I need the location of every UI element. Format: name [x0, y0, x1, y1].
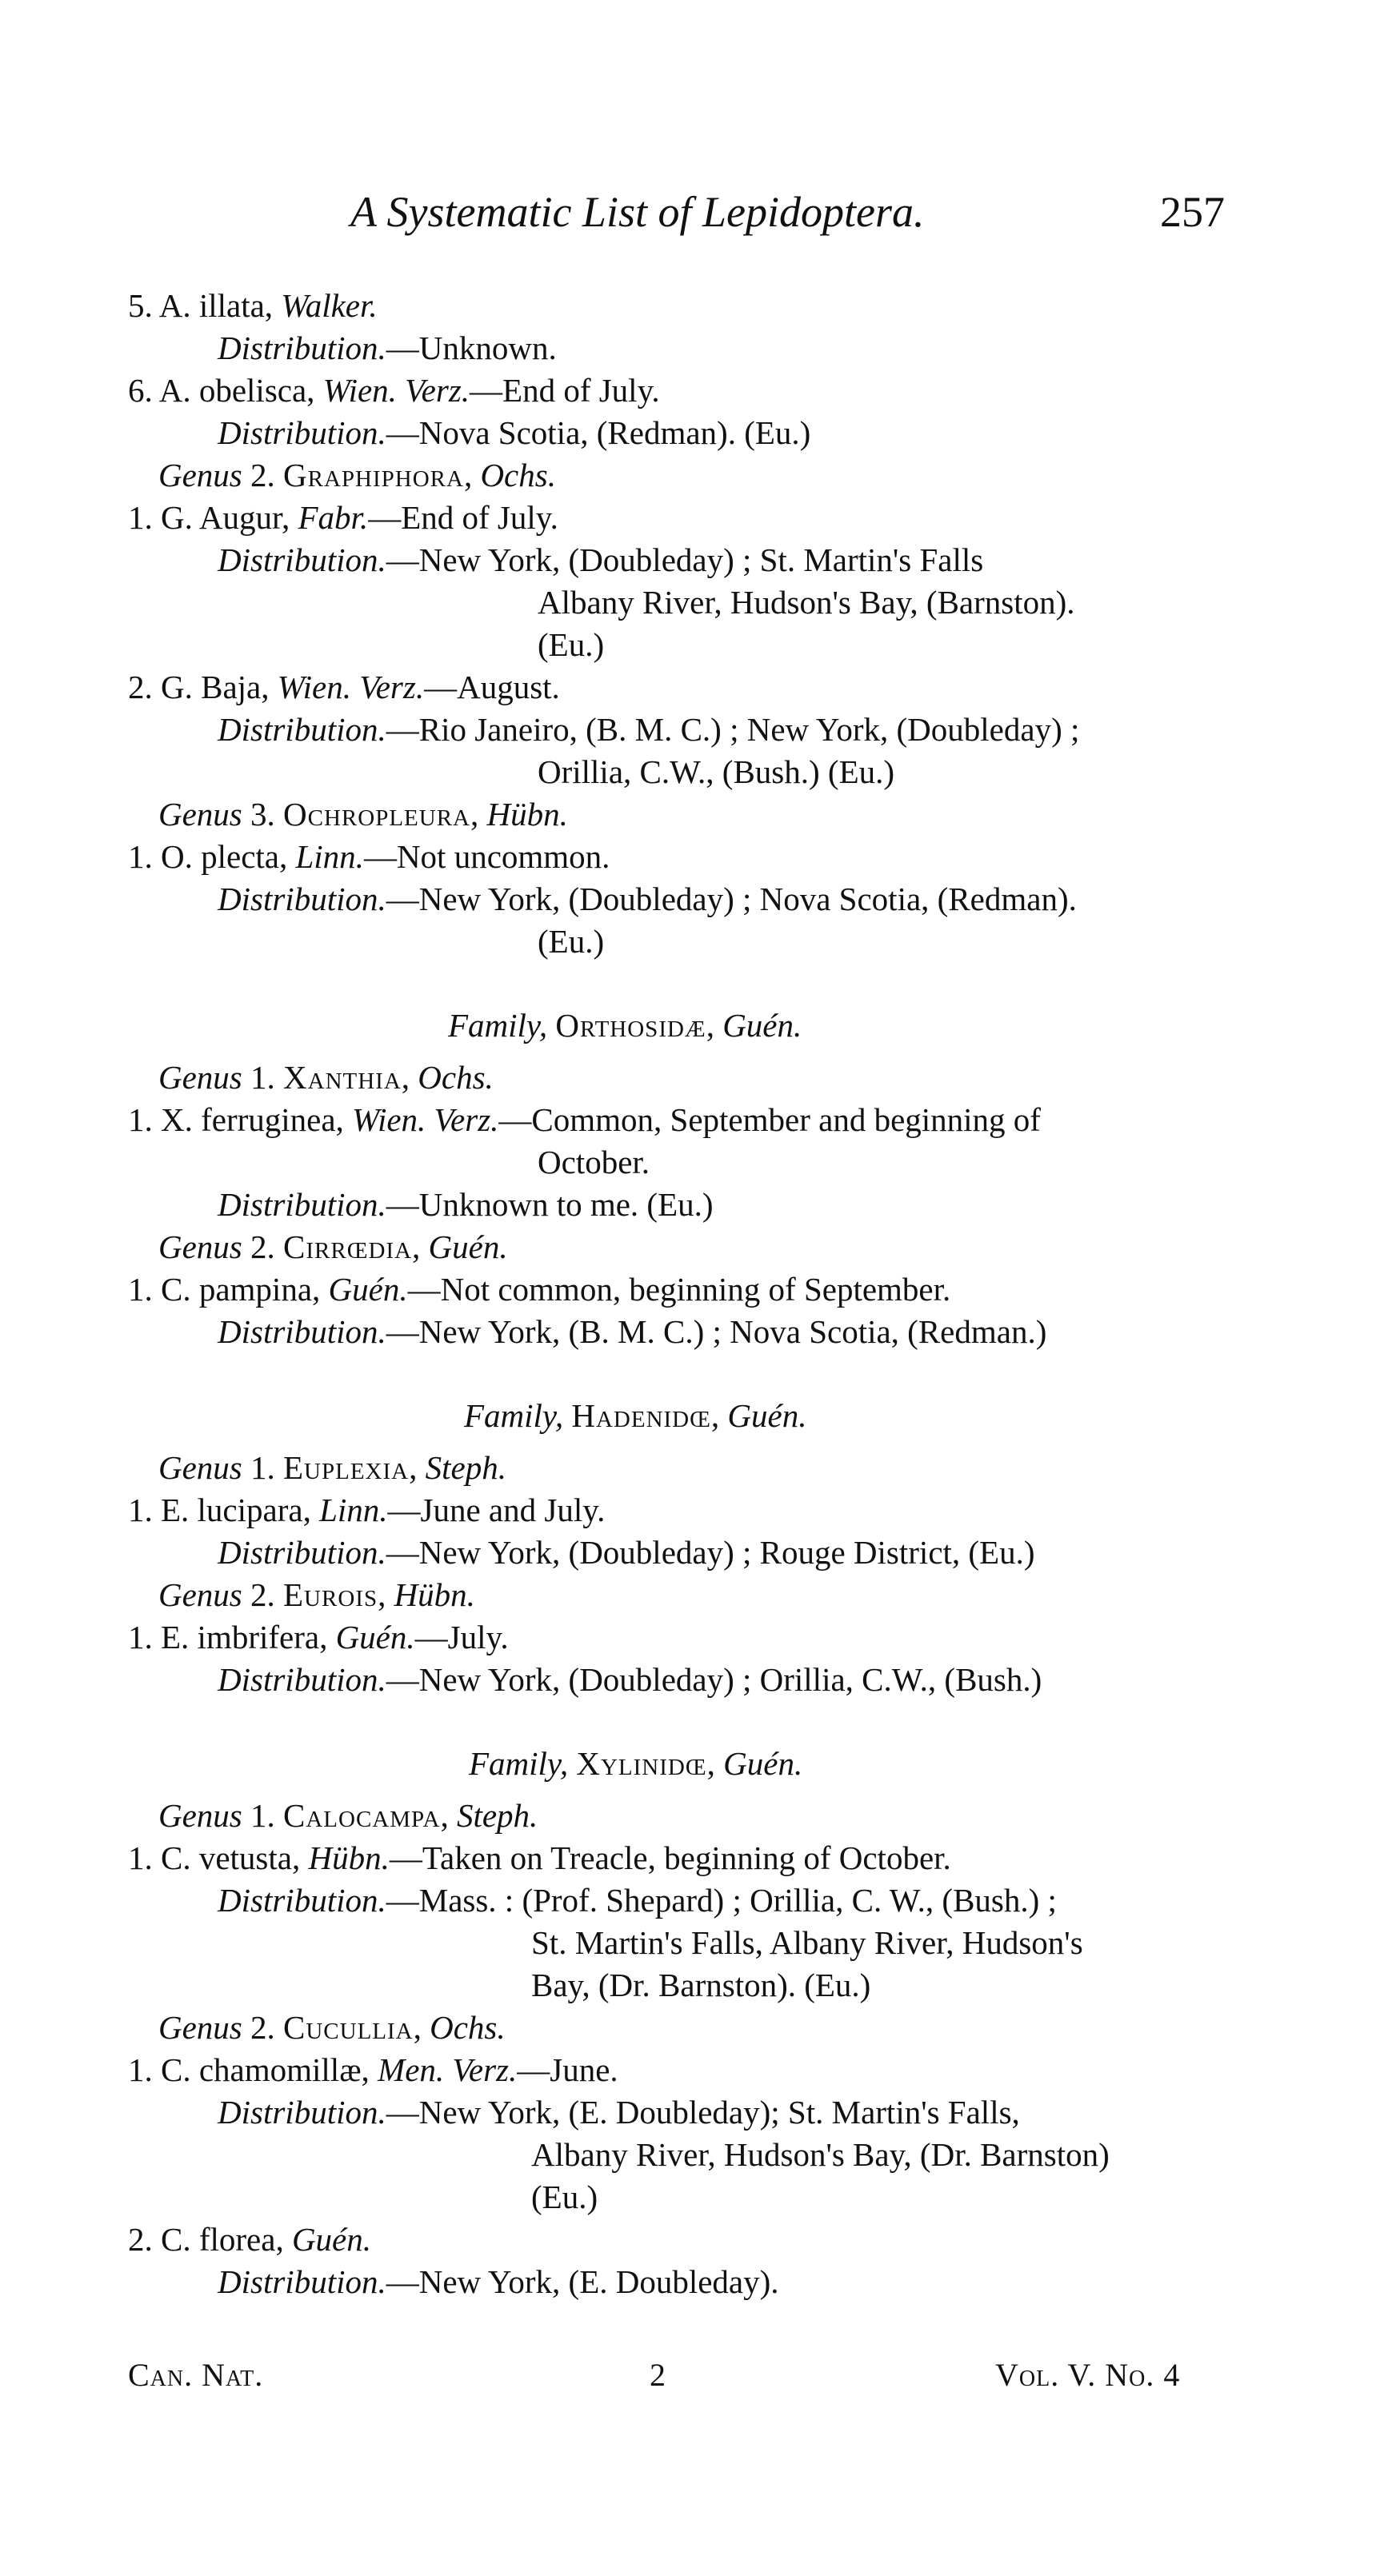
italic-run: Guén.: [328, 1271, 408, 1308]
italic-run: Genus: [158, 1059, 242, 1096]
text-run: 5. A. illata,: [128, 287, 282, 324]
text-line: [218, 1884, 1057, 1917]
italic-run: Distribution.: [218, 881, 386, 917]
text-line: [128, 1101, 1041, 1138]
italic-run: Guén.: [723, 1745, 803, 1782]
running-title: A Systematic List of Lepidoptera.: [350, 188, 925, 236]
italic-run: Family,: [464, 1397, 564, 1434]
text-line: [218, 541, 984, 578]
text-line: [448, 1009, 802, 1042]
text-line: [128, 671, 560, 704]
text-run: —New York, (E. Doubleday).: [386, 2263, 779, 2300]
text-run: (Eu.): [538, 626, 605, 663]
text-run: —End of July.: [368, 499, 558, 536]
italic-run: Wien. Verz.: [352, 1101, 499, 1138]
text-run: 1.: [242, 1059, 284, 1096]
italic-run: Guén.: [722, 1007, 802, 1044]
text-run: 1. X. ferruginea,: [128, 1101, 353, 1138]
italic-run: Distribution.: [218, 1313, 386, 1350]
italic-run: Genus: [158, 457, 242, 493]
text-run: ,: [463, 457, 481, 493]
italic-run: Linn.: [295, 838, 364, 875]
text-run: 1. O. plecta,: [128, 838, 296, 875]
text-run: —New York, (Doubleday) ; Rouge District, (Eu.): [386, 1534, 1035, 1571]
text-line: [158, 1799, 538, 1832]
text-run: (Eu.): [531, 2179, 598, 2215]
italic-run: Wien. Verz.: [277, 669, 425, 705]
text-line: [128, 1839, 951, 1876]
text-line: [218, 883, 1077, 916]
smallcaps-run: Eurois: [283, 1576, 378, 1613]
footer-signature: 2: [650, 2357, 666, 2393]
text-run: ,: [401, 1059, 418, 1096]
text-run: —Not common, beginning of September.: [407, 1271, 951, 1308]
text-run: 1. E. imbrifera,: [128, 1619, 336, 1655]
text-run: Orillia, C.W., (Bush.) (Eu.): [538, 753, 895, 790]
text-run: —Common, September and beginning of: [498, 1101, 1041, 1138]
italic-run: Distribution.: [218, 2263, 386, 2300]
text-line: [531, 1924, 1083, 1961]
text-line: [128, 287, 378, 324]
text-run: 1.: [242, 1797, 284, 1834]
text-run: 1. E. lucipara,: [128, 1492, 320, 1528]
italic-run: Family,: [469, 1745, 569, 1782]
text-run: —June and July.: [387, 1492, 606, 1528]
italic-run: Guén.: [727, 1397, 807, 1434]
text-line: [128, 501, 558, 534]
text-line: [158, 1576, 475, 1613]
text-run: ,: [412, 1228, 429, 1265]
text-run: 2.: [242, 2009, 284, 2046]
text-run: 2. G. Baja,: [128, 669, 278, 705]
text-line: [158, 1449, 506, 1486]
text-line: [531, 2136, 1110, 2173]
text-line: [128, 374, 660, 407]
text-line: [158, 1228, 508, 1265]
text-line: [128, 2051, 618, 2088]
text-run: Albany River, Hudson's Bay, (Dr. Barnston): [531, 2136, 1110, 2173]
smallcaps-run: Cirrœdia: [283, 1228, 413, 1265]
text-run: 2. C. florea,: [128, 2221, 292, 2258]
footer-volume: Vol. V. No. 4: [995, 2357, 1181, 2393]
text-line: [128, 1621, 509, 1654]
text-run: —July.: [414, 1619, 509, 1655]
text-line: [158, 459, 556, 492]
text-run: —Not uncommon.: [363, 838, 610, 875]
italic-run: Walker.: [281, 287, 378, 324]
smallcaps-run: Cucullia: [283, 2009, 414, 2046]
text-run: ,: [706, 1007, 723, 1044]
text-run: —New York, (E. Doubleday); St. Martin's Falls,: [386, 2094, 1020, 2131]
page-number: 257: [1160, 188, 1225, 236]
italic-run: Family,: [448, 1007, 548, 1044]
smallcaps-run: Hadenidœ: [571, 1397, 711, 1434]
smallcaps-run: Ochropleura: [283, 796, 470, 833]
italic-run: Guén.: [335, 1619, 415, 1655]
text-run: 1. C. pampina,: [128, 1271, 329, 1308]
text-run: 2.: [242, 1576, 284, 1613]
text-line: [128, 1273, 950, 1306]
text-line: [218, 2263, 779, 2300]
text-run: 2.: [242, 457, 284, 493]
text-line: [158, 798, 568, 831]
text-line: [218, 414, 811, 451]
text-run: —New York, (B. M. C.) ; Nova Scotia, (Redman.): [386, 1313, 1047, 1350]
italic-run: Genus: [158, 1797, 242, 1834]
italic-run: Men. Verz.: [378, 2051, 518, 2088]
italic-run: Distribution.: [218, 711, 386, 748]
smallcaps-run: Graphiphora: [283, 457, 464, 493]
smallcaps-run: Xylinidœ: [576, 1745, 707, 1782]
smallcaps-run: Euplexia: [283, 1449, 410, 1486]
text-run: ,: [706, 1745, 724, 1782]
text-run: ,: [409, 1449, 426, 1486]
italic-run: Guén.: [428, 1228, 508, 1265]
text-line: [218, 1188, 714, 1221]
text-run: [547, 1007, 555, 1044]
italic-run: Ochs.: [480, 457, 556, 493]
text-line: [531, 1969, 870, 2002]
text-run: —New York, (Doubleday) ; Nova Scotia, (Redman).: [386, 881, 1077, 917]
text-run: —June.: [517, 2051, 618, 2088]
text-run: 1. C. vetusta,: [128, 1839, 309, 1876]
footer-journal: Can. Nat.: [128, 2357, 264, 2393]
text-run: (Eu.): [538, 923, 605, 960]
italic-run: Guén.: [291, 2221, 372, 2258]
text-run: ,: [440, 1797, 457, 1834]
text-run: ,: [378, 1576, 394, 1613]
text-run: 3.: [242, 796, 284, 833]
italic-run: Distribution.: [218, 1186, 386, 1223]
italic-run: Genus: [158, 1449, 242, 1486]
text-line: [218, 329, 557, 366]
text-line: [464, 1397, 807, 1434]
text-line: [538, 1146, 650, 1179]
text-run: ,: [470, 796, 487, 833]
italic-run: Linn.: [319, 1492, 388, 1528]
italic-run: Steph.: [425, 1449, 506, 1486]
text-line: [218, 1536, 1035, 1569]
italic-run: Hübn.: [308, 1839, 390, 1876]
italic-run: Genus: [158, 1576, 242, 1613]
italic-run: Fabr.: [298, 499, 369, 536]
text-line: [158, 1061, 494, 1094]
text-run: [568, 1745, 576, 1782]
italic-run: Distribution.: [218, 541, 386, 578]
text-run: —Taken on Treacle, beginning of October.: [389, 1839, 951, 1876]
italic-run: Steph.: [456, 1797, 538, 1834]
text-line: [158, 2011, 506, 2044]
text-run: 2.: [242, 1228, 284, 1265]
text-run: —Rio Janeiro, (B. M. C.) ; New York, (Doubleday) ;: [386, 711, 1080, 748]
text-run: 6. A. obelisca,: [128, 372, 323, 409]
text-line: [469, 1747, 802, 1780]
italic-run: Genus: [158, 1228, 242, 1265]
text-line: [128, 1494, 605, 1527]
text-run: St. Martin's Falls, Albany River, Hudson's: [531, 1924, 1083, 1961]
italic-run: Genus: [158, 2009, 242, 2046]
italic-run: Genus: [158, 796, 242, 833]
text-run: —End of July.: [470, 372, 660, 409]
smallcaps-run: Orthosidæ: [555, 1007, 706, 1044]
italic-run: Distribution.: [218, 414, 386, 451]
text-line: [128, 2223, 371, 2256]
text-line: [538, 626, 605, 663]
text-run: Albany River, Hudson's Bay, (Barnston).: [538, 584, 1075, 621]
text-run: October.: [538, 1144, 650, 1180]
text-run: ,: [413, 2009, 430, 2046]
italic-run: Ochs.: [430, 2009, 506, 2046]
smallcaps-run: Xanthia: [283, 1059, 402, 1096]
text-line: [128, 838, 610, 875]
smallcaps-run: Calocampa: [283, 1797, 441, 1834]
text-line: [218, 1663, 1042, 1696]
text-line: [538, 586, 1075, 619]
italic-run: Hübn.: [394, 1576, 475, 1613]
text-run: —New York, (Doubleday) ; Orillia, C.W., (Bush.): [386, 1661, 1042, 1698]
text-run: —August.: [424, 669, 560, 705]
italic-run: Ochs.: [418, 1059, 494, 1096]
text-line: [218, 713, 1079, 746]
text-run: —New York, (Doubleday) ; St. Martin's Falls: [386, 541, 984, 578]
text-line: [218, 2096, 1020, 2129]
text-line: [218, 1313, 1047, 1350]
italic-run: Wien. Verz.: [322, 372, 470, 409]
text-line: [538, 753, 895, 790]
text-run: 1. G. Augur,: [128, 499, 298, 536]
text-run: [563, 1397, 571, 1434]
italic-run: Distribution.: [218, 2094, 386, 2131]
text-run: —Nova Scotia, (Redman). (Eu.): [386, 414, 811, 451]
text-run: ,: [710, 1397, 728, 1434]
italic-run: Distribution.: [218, 1661, 386, 1698]
text-line: [531, 2181, 598, 2214]
italic-run: Hübn.: [486, 796, 568, 833]
italic-run: Distribution.: [218, 1534, 386, 1571]
italic-run: Distribution.: [218, 329, 386, 366]
text-run: 1.: [242, 1449, 284, 1486]
text-run: —Unknown to me. (Eu.): [386, 1186, 714, 1223]
italic-run: Distribution.: [218, 1882, 386, 1919]
text-run: 1. C. chamomillæ,: [128, 2051, 378, 2088]
text-run: Bay, (Dr. Barnston). (Eu.): [531, 1967, 871, 2003]
text-run: —Mass. : (Prof. Shepard) ; Orillia, C. W., (Bush.) ;: [386, 1882, 1057, 1919]
text-line: [538, 925, 604, 958]
text-run: —Unknown.: [386, 329, 557, 366]
